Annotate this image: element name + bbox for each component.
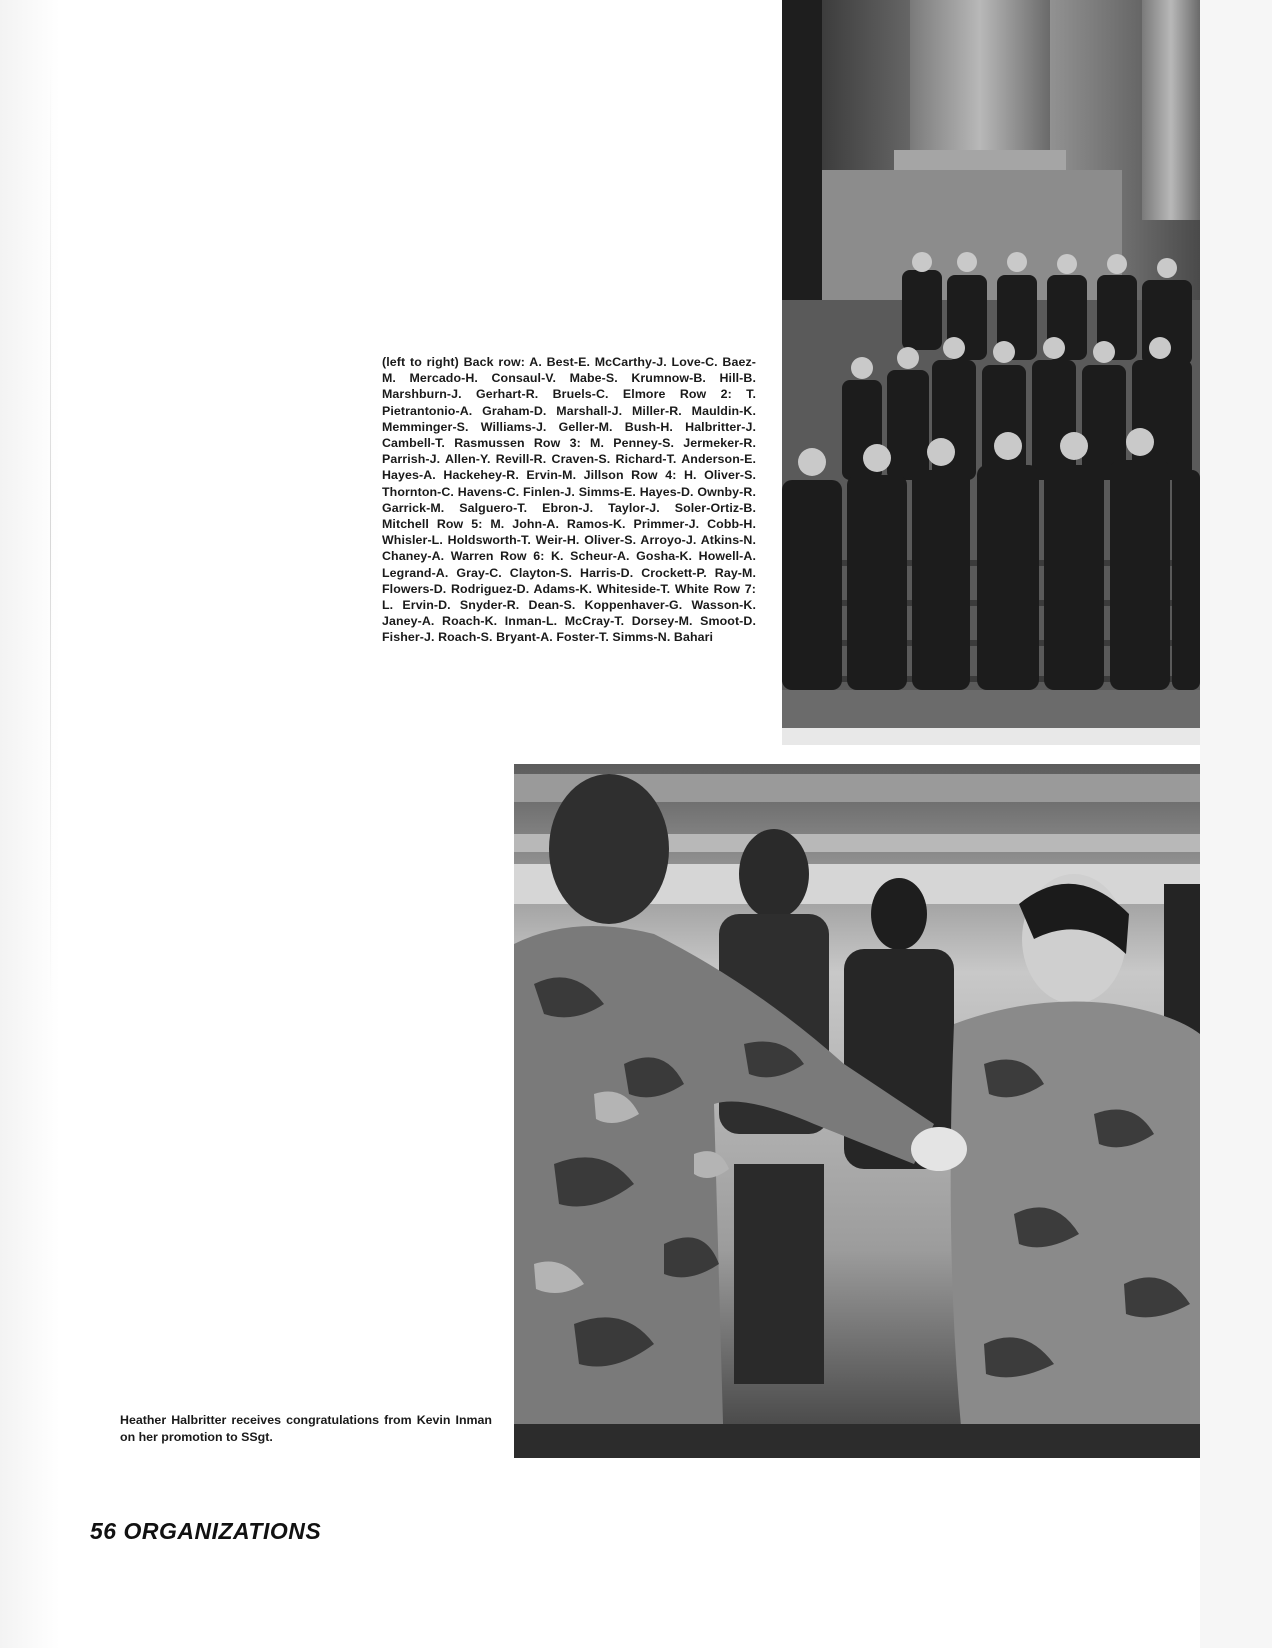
group-photo bbox=[782, 0, 1200, 745]
binding-shadow bbox=[50, 60, 51, 1010]
photo-caption: Heather Halbritter receives congratulations from Kevin Inman on her promotion to SSgt. bbox=[120, 1413, 492, 1444]
roster-caption: (left to right) Back row: A. Best-E. McCarthy-J. Love-C. Baez-M. Mercado-H. Consaul-V. Mabe-S. Krumnow-B. Hill-B. Marshburn-J. Gerhart-R. Bruels-C. Elmore Row 2: T. Pietrantonio-A. Graham-D. Marshall-J. Miller-R. Mauldin-K. Memminger-S. Williams-J. Geller-M. Bush-H. Halbritter-J. Cambell-T. Rasmussen Row 3: M. Penney-S. Jermeker-R. Parrish-J. Allen-Y. Revill-R. Craven-S. Richard-T. Anderson-E. Hayes-A. Hackehey-R. Ervin-M. Jillson Row 4: H. Oliver-S. Thornton-C. Havens-C. Finlen-J. Simms-E. Hayes-D. Ownby-R. Garrick-M. Salguero-T. Ebron-J. Taylor-J. Soler-Ortiz-B. Mitchell Row 5: M. John-A. Ramos-K. Primmer-J. Cobb-H. Whisler-L. Holdsworth-T. Weir-H. Oliver-S. Arroyo-J. Atkins-N. Chaney-A. Warren Row 6: K. Scheur-A. Gosha-K. Howell-A. Legrand-A. Gray-C. Clayton-S. Harris-D. Crockett-P. Ray-M. Flowers-D. Rodriguez-D. Adams-K. Whiteside-T. White Row 7: L. Ervin-D. Snyder-R. Dean-S. Koppenhaver-G. Wasson-K. Janey-A. Roach-K. Inman-L. McCray-T. Dorsey-M. Smoot-D. Fisher-J. Roach-S. Bryant-A. Foster-T. Simms-N. Bahari bbox=[382, 355, 756, 645]
promotion-photo bbox=[514, 764, 1200, 1458]
page-folio: 56 ORGANIZATIONS bbox=[90, 1518, 322, 1544]
page-edge bbox=[1200, 0, 1272, 1648]
